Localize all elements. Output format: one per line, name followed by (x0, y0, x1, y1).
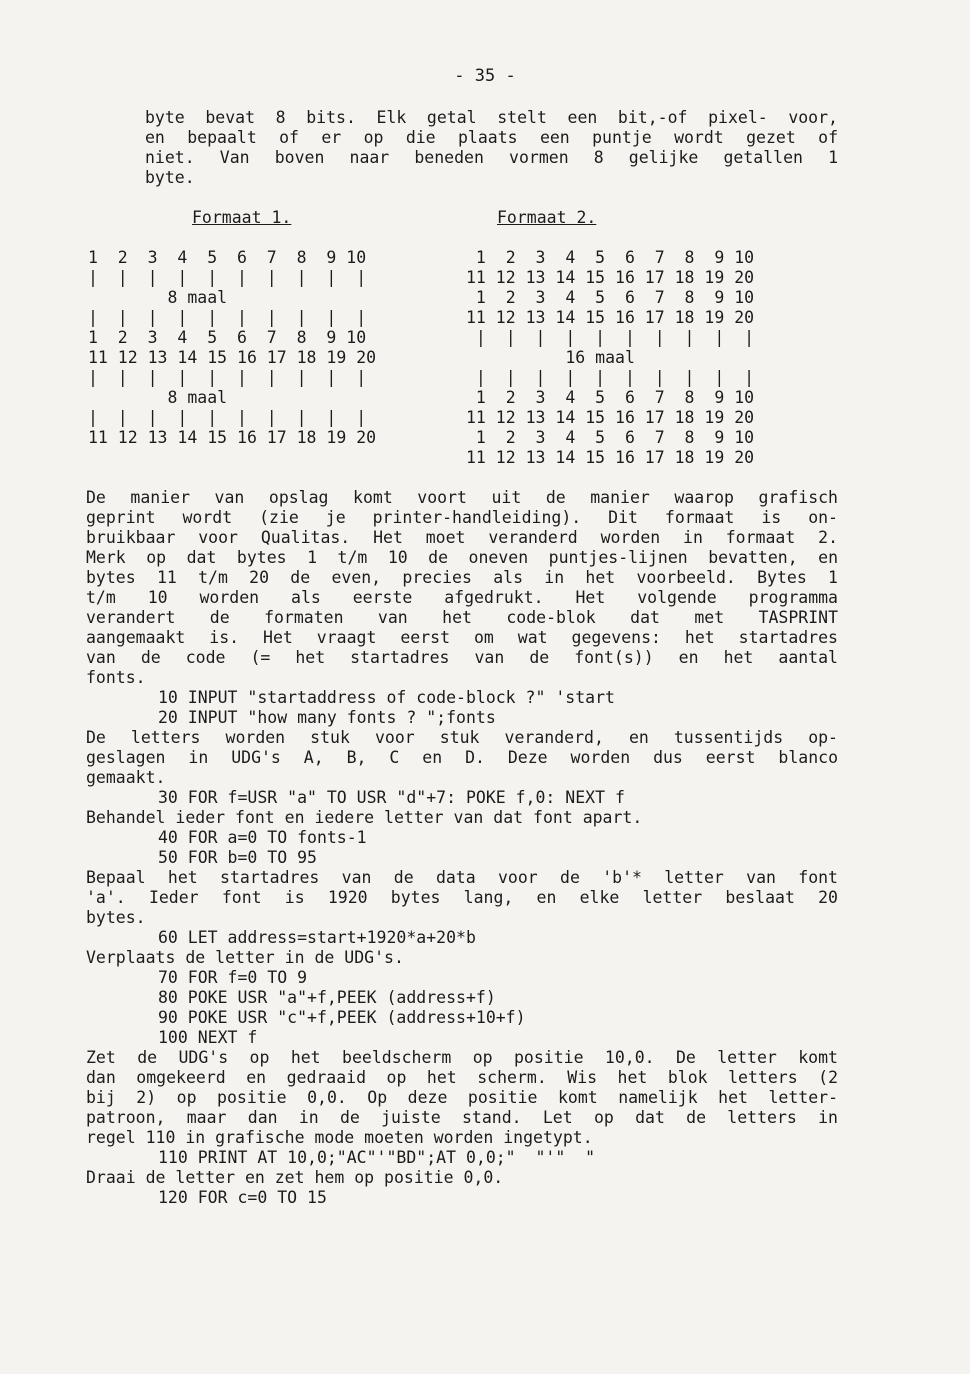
code-line: 90 POKE USR "c"+f,PEEK (address+10+f) (158, 1008, 526, 1027)
code-line: 80 POKE USR "a"+f,PEEK (address+f) (158, 988, 496, 1007)
format2-row: 11 12 13 14 15 16 17 18 19 20 (466, 408, 755, 427)
text-line: bytes 11 t/m 20 de even, precies als in het voorbeeld. Bytes 1 (86, 568, 838, 587)
text-line: Merk op dat bytes 1 t/m 10 de oneven puntjes-lijnen bevatten, en (86, 548, 838, 567)
text-line: Verplaats de letter in de UDG's. (86, 948, 404, 967)
format1-row: 11 12 13 14 15 16 17 18 19 20 (88, 348, 377, 367)
format2-row: 11 12 13 14 15 16 17 18 19 20 (466, 308, 755, 327)
format1-row: 11 12 13 14 15 16 17 18 19 20 (88, 428, 377, 447)
text-line: 'a'. Ieder font is 1920 bytes lang, en elke letter beslaat 20 (86, 888, 838, 907)
code-line: 10 INPUT "startaddress of code-block ?" 'start (158, 688, 615, 707)
text-line: geprint wordt (zie je printer-handleiding). Dit formaat is on- (86, 508, 838, 527)
format2-heading: Formaat 2. (497, 208, 597, 227)
code-line: 100 NEXT f (158, 1028, 258, 1047)
text-line: Behandel ieder font en iedere letter van dat font apart. (86, 808, 643, 827)
code-line: 50 FOR b=0 TO 95 (158, 848, 317, 867)
text-line: bytes. (86, 908, 146, 927)
format2-row: | | | | | | | | | | (466, 328, 755, 347)
code-line: 60 LET address=start+1920*a+20*b (158, 928, 476, 947)
text-line: regel 110 in grafische mode moeten worden ingetypt. (86, 1128, 593, 1147)
format2-row: 11 12 13 14 15 16 17 18 19 20 (466, 268, 755, 287)
text-line: geslagen in UDG's A, B, C en D. Deze worden dus eerst blanco (86, 748, 838, 767)
format2-row: | | | | | | | | | | (466, 368, 755, 387)
page-number: - 35 - (454, 66, 516, 86)
text-line: Bepaal het startadres van de data voor de 'b'* letter van font (86, 868, 838, 887)
format2-row: 11 12 13 14 15 16 17 18 19 20 (466, 448, 755, 467)
text-line: fonts. (86, 668, 146, 687)
text-line: bruikbaar voor Qualitas. Het moet veranderd worden in formaat 2. (86, 528, 838, 547)
code-line: 30 FOR f=USR "a" TO USR "d"+7: POKE f,0: NEXT f (158, 788, 625, 807)
format2-row: 1 2 3 4 5 6 7 8 9 10 (466, 388, 755, 407)
text-line: dan omgekeerd en gedraaid op het scherm. Wis het blok letters (2 (86, 1068, 838, 1087)
format1-heading: Formaat 1. (192, 208, 292, 227)
text-line: patroon, maar dan in de juiste stand. Let op dat de letters in (86, 1108, 838, 1127)
format1-row: | | | | | | | | | | (88, 408, 367, 427)
format1-row: | | | | | | | | | | (88, 308, 367, 327)
intro-line: byte. (145, 168, 195, 187)
text-line: t/m 10 worden als eerste afgedrukt. Het volgende programma (86, 588, 838, 607)
code-line: 120 FOR c=0 TO 15 (158, 1188, 327, 1207)
format2-row: 1 2 3 4 5 6 7 8 9 10 (466, 288, 755, 307)
text-line: gemaakt. (86, 768, 166, 787)
text-line: Zet de UDG's op het beeldscherm op positie 10,0. De letter komt (86, 1048, 838, 1067)
text-line: Draai de letter en zet hem op positie 0,0. (86, 1168, 504, 1187)
text-line: van de code (= het startadres van de font(s)) en het aantal (86, 648, 838, 667)
text-line: verandert de formaten van het code-blok dat met TASPRINT (86, 608, 838, 627)
format1-row: 8 maal (88, 388, 228, 407)
format2-row: 16 maal (466, 348, 635, 367)
format1-row: 1 2 3 4 5 6 7 8 9 10 (88, 328, 367, 347)
code-line: 40 FOR a=0 TO fonts-1 (158, 828, 367, 847)
intro-line: byte bevat 8 bits. Elk getal stelt een bit,-of pixel- voor, (145, 108, 838, 127)
code-line: 70 FOR f=0 TO 9 (158, 968, 308, 987)
intro-line: en bepaalt of er op die plaats een puntje wordt gezet of (145, 128, 838, 147)
text-line: bij 2) op positie 0,0. Op deze positie komt namelijk het letter- (86, 1088, 838, 1107)
code-line: 20 INPUT "how many fonts ? ";fonts (158, 708, 496, 727)
text-line: aangemaakt is. Het vraagt eerst om wat gegevens: het startadres (86, 628, 838, 647)
format1-row: | | | | | | | | | | (88, 368, 367, 387)
code-line: 110 PRINT AT 10,0;"AC"'"BD";AT 0,0;" "'" " (158, 1148, 596, 1167)
format2-row: 1 2 3 4 5 6 7 8 9 10 (466, 248, 755, 267)
format1-row: 1 2 3 4 5 6 7 8 9 10 (88, 248, 367, 267)
text-line: De manier van opslag komt voort uit de manier waarop grafisch (86, 488, 838, 507)
text-line: De letters worden stuk voor stuk veranderd, en tussentijds op- (86, 728, 838, 747)
format2-row: 1 2 3 4 5 6 7 8 9 10 (466, 428, 755, 447)
format1-row: | | | | | | | | | | (88, 268, 367, 287)
format1-row: 8 maal (88, 288, 228, 307)
intro-line: niet. Van boven naar beneden vormen 8 gelijke getallen 1 (145, 148, 838, 167)
